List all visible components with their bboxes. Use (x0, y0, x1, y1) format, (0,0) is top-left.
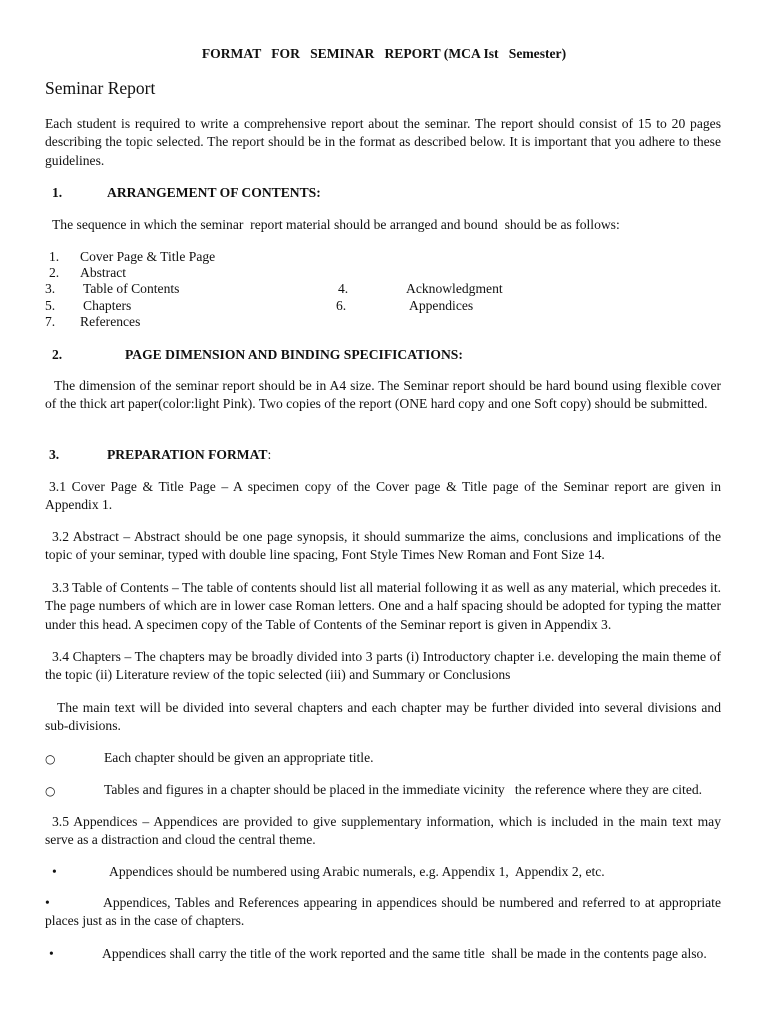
section-3-heading-colon: : (267, 447, 272, 462)
document-subtitle: Seminar Report (45, 78, 156, 98)
list-item-label: Chapters (83, 298, 132, 313)
section-2-heading: PAGE DIMENSION AND BINDING SPECIFICATIONS: (125, 347, 463, 362)
section-2-text: The dimension of the seminar report should be in A4 size. The Seminar report should be hard bound using flexible cover of the thick art paper(color:light Pink). Two copies of the report (ONE hard copy and one Soft copy) should be submitted. (45, 378, 721, 412)
intro-paragraph: Each student is required to write a comprehensive report about the seminar. The report should consist of 15 to 20 pages describing the topic selected. The report should be in the format as described below. It is important that you adhere to these guidelines. (45, 116, 721, 168)
page-title: FORMAT FOR SEMINAR REPORT (MCA Ist Semester) (201, 46, 567, 61)
section-3-number: 3. (49, 447, 60, 462)
list-item-number: 7. (45, 314, 56, 329)
list-item-label: Abstract (80, 265, 127, 280)
paragraph-3-4: 3.4 Chapters – The chapters may be broadly divided into 3 parts (i) Introductory chapter i.e. developing the main theme of the topic (ii) Literature review of the topic selected (iii) and Summary or Conclusions (45, 649, 721, 683)
list-item-number: 3. (45, 281, 56, 296)
list-item-number: 1. (49, 249, 60, 264)
paragraph-3-1: 3.1 Cover Page & Title Page – A specimen copy of the Cover page & Title page of the Seminar report are given in Appendix 1. (45, 479, 721, 513)
bullet-dot-icon: • (49, 946, 54, 961)
section-1-number: 1. (52, 185, 63, 200)
list-item-label: Cover Page & Title Page (80, 249, 216, 264)
bullet-dot-icon: • (45, 895, 50, 910)
list-item-label: Appendices (409, 298, 474, 313)
main-text-paragraph: The main text will be divided into several chapters and each chapter may be further divided into several divisions and sub-divisions. (45, 700, 721, 734)
section-3-heading: PREPARATION FORMAT (107, 447, 268, 462)
chapter-bullet-text: Tables and figures in a chapter should be placed in the immediate vicinity the reference where they are cited. (104, 782, 703, 797)
finger-bullet-icon: ○ (45, 784, 56, 798)
section-2-number: 2. (52, 347, 63, 362)
list-item-label: Table of Contents (83, 281, 180, 296)
list-item-number: 4. (338, 281, 349, 296)
section-1-heading: ARRANGEMENT OF CONTENTS: (107, 185, 321, 200)
paragraph-3-5: 3.5 Appendices – Appendices are provided to give supplementary information, which is included in the main text may serve as a distraction and cloud the central theme. (45, 814, 721, 848)
list-item-number: 2. (49, 265, 60, 280)
paragraph-3-3: 3.3 Table of Contents – The table of contents should list all material following it as well as any material, which precedes it. The page numbers of which are in lower case Roman letters. One and a half spacing should be adopted for typing the matter under this head. A specimen copy of the Table of Contents of the Seminar report is given in Appendix 3. (45, 580, 721, 632)
appendix-bullet-text: Appendices should be numbered using Arabic numerals, e.g. Appendix 1, Appendix 2, etc. (109, 864, 605, 879)
bullet-dot-icon: • (52, 864, 57, 879)
list-item-label: References (80, 314, 141, 329)
list-item-label: Acknowledgment (406, 281, 503, 296)
finger-bullet-icon: ○ (45, 752, 56, 766)
paragraph-3-2: 3.2 Abstract – Abstract should be one page synopsis, it should summarize the aims, conclusions and implications of the topic of your seminar, typed with double line spacing, Font Style Times New Roman and Font Size 14. (45, 529, 721, 563)
section-1-text: The sequence in which the seminar report material should be arranged and bound should be as follows: (52, 217, 620, 232)
chapter-bullet-text: Each chapter should be given an appropriate title. (104, 750, 374, 765)
section-3-heading-line (107, 446, 271, 464)
appendix-bullet-text: Appendices shall carry the title of the work reported and the same title shall be made in the contents page also. (102, 946, 707, 961)
appendix-bullet-text: Appendices, Tables and References appearing in appendices should be numbered and referred to at appropriate places just as in the case of chapters. (45, 895, 721, 929)
list-item-number: 6. (336, 298, 347, 313)
list-item-number: 5. (45, 298, 56, 313)
